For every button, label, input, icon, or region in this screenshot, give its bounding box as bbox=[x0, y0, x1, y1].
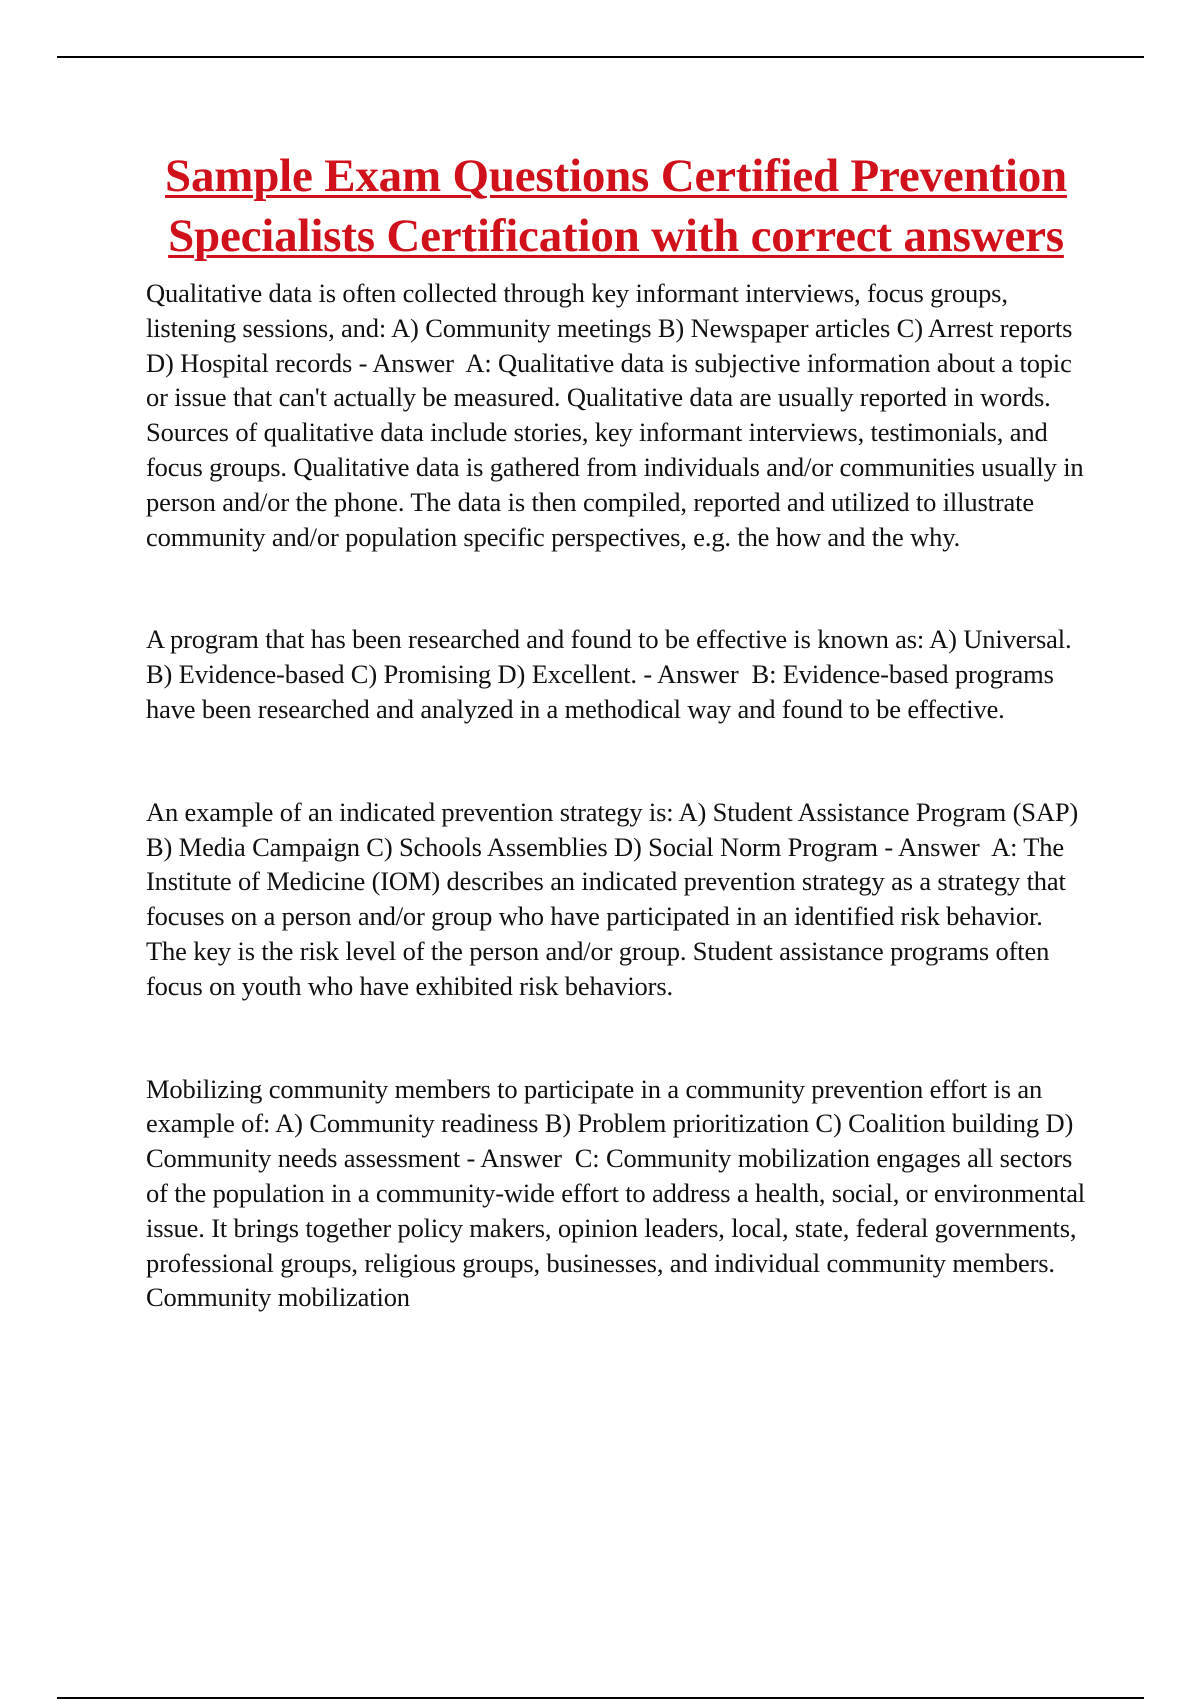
qa-item bbox=[146, 276, 1086, 554]
question-text: A program that has been researched and found to be effective is known as: A) Universal. B) Evidence-based C) Promising D) Excellent. bbox=[146, 624, 1072, 690]
document-page bbox=[146, 146, 1086, 1315]
question-text: An example of an indicated prevention strategy is: A) Student Assistance Program (SAP) B) Media Campaign C) Schools Assemblies D) Social Norm Program bbox=[146, 796, 1079, 862]
top-rule bbox=[57, 56, 1144, 58]
answer-text: C: Community mobilization engages all sectors of the population in a community-wide effort to address a health, social, or environmental issue. It brings together policy makers, opinion leaders, local, state, federal governments, professional groups, religious groups, businesses, and individual community members. Community mobilization bbox=[146, 1143, 1086, 1313]
qa-item bbox=[146, 622, 1086, 726]
answer-label: - Answer bbox=[352, 347, 461, 378]
qa-item bbox=[146, 795, 1086, 1004]
bottom-rule bbox=[57, 1697, 1144, 1699]
qa-item bbox=[146, 1072, 1086, 1316]
answer-text: B: Evidence-based programs have been researched and analyzed in a methodical way and found to be effective. bbox=[146, 659, 1054, 724]
question-text: Mobilizing community members to participate in a community prevention effort is an example of: A) Community readiness B) Problem prioritization C) Coalition building D) Community needs assessment bbox=[146, 1073, 1074, 1174]
answer-label: - Answer bbox=[636, 659, 746, 690]
question-text: Qualitative data is often collected through key informant interviews, focus groups, listening sessions, and: A) Community meetings B) Newspaper articles C) Arrest reports D) Hospital records bbox=[146, 278, 1073, 378]
answer-label: - Answer bbox=[460, 1143, 569, 1174]
document-title: Sample Exam Questions Certified Prevention Specialists Certification with correct answers bbox=[165, 150, 1067, 262]
answer-text: A: The Institute of Medicine (IOM) describes an indicated prevention strategy as a strategy that focuses on a person and/or group who have participated in an identified risk behavior. The key is the risk level of the person and/or group. Student assistance programs often focus on youth who have exhibited risk behaviors. bbox=[146, 831, 1066, 1001]
answer-label: - Answer bbox=[877, 831, 987, 862]
answer-text: A: Qualitative data is subjective information about a topic or issue that can't actually be measured. Qualitative data are usually reported in words. Sources of qualitative data include stories, key informant interviews, testimonials, and focus groups. Qualitative data is gathered from individuals and/or communities usually in person and/or the phone. The data is then compiled, reported and utilized to illustrate community and/or population specific perspectives, e.g. the how and the why. bbox=[146, 347, 1084, 552]
